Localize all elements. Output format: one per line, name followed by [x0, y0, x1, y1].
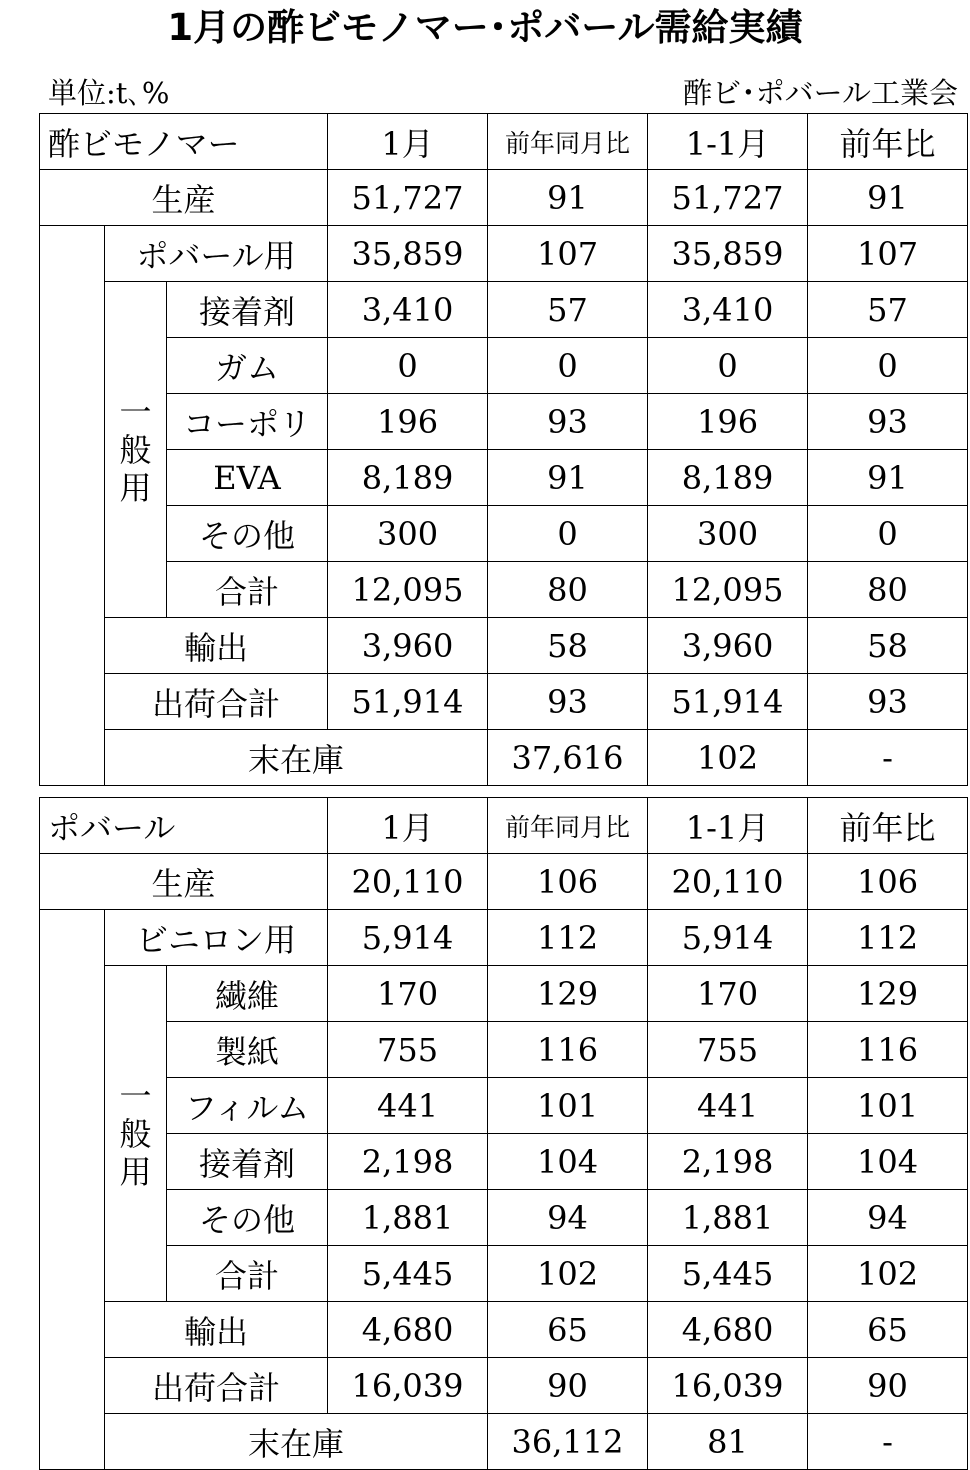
table-cell: 51,914 — [328, 674, 488, 730]
table-row — [40, 394, 968, 450]
table-cell: 0 — [488, 506, 648, 562]
table-cell: 3,960 — [328, 618, 488, 674]
table-row — [40, 1134, 968, 1190]
table-row — [40, 1414, 968, 1470]
table-cell: 106 — [488, 854, 648, 910]
row-label: 輸出 — [105, 618, 328, 674]
table-header-cell: 前年同月比 — [488, 798, 648, 854]
table-row — [40, 966, 968, 1022]
table-cell: 93 — [488, 394, 648, 450]
table-cell: 1,881 — [648, 1190, 808, 1246]
general-use-group-label — [105, 282, 167, 618]
table-row — [40, 338, 968, 394]
table-cell: 0 — [328, 338, 488, 394]
table-cell: 3,960 — [648, 618, 808, 674]
table-cell: 90 — [808, 1358, 968, 1414]
table-cell: 300 — [328, 506, 488, 562]
group-char: 用 — [119, 1152, 152, 1191]
table-row — [40, 170, 968, 226]
table-cell: 0 — [808, 506, 968, 562]
row-label: 出荷合計 — [105, 1358, 328, 1414]
table-row — [40, 506, 968, 562]
table-cell: 2,198 — [328, 1134, 488, 1190]
table-cell: 112 — [488, 910, 648, 966]
table-row — [40, 674, 968, 730]
table-cell: 102 — [648, 730, 808, 786]
group-char: 般 — [119, 1114, 152, 1153]
table-row — [40, 1190, 968, 1246]
row-label: ガム — [167, 338, 328, 394]
table-row — [40, 910, 968, 966]
table-cell: 36,112 — [488, 1414, 648, 1470]
vinyl-acetate-monomer-table — [39, 113, 968, 786]
group-char: 般 — [119, 430, 152, 469]
table-cell: 116 — [488, 1022, 648, 1078]
table-cell: 20,110 — [648, 854, 808, 910]
table-cell: 51,727 — [648, 170, 808, 226]
table-cell: 104 — [488, 1134, 648, 1190]
table-header-cell: 1-1月 — [648, 798, 808, 854]
row-label: 輸出 — [105, 1302, 328, 1358]
row-label: EVA — [167, 450, 328, 506]
table-row — [40, 1246, 968, 1302]
table-header-cell: 1月 — [328, 114, 488, 170]
row-label: 生産 — [40, 854, 328, 910]
table-cell: 3,410 — [328, 282, 488, 338]
table-cell: 104 — [808, 1134, 968, 1190]
table-cell: 65 — [488, 1302, 648, 1358]
table-cell: 5,914 — [648, 910, 808, 966]
table-cell: 93 — [488, 674, 648, 730]
table-cell: 0 — [808, 338, 968, 394]
table-cell: 196 — [328, 394, 488, 450]
row-label: コーポリ — [167, 394, 328, 450]
table-cell: 112 — [808, 910, 968, 966]
table-cell: 35,859 — [328, 226, 488, 282]
table-cell: 91 — [488, 170, 648, 226]
table-cell: 37,616 — [488, 730, 648, 786]
group-char: 一 — [119, 392, 152, 431]
table-cell: 5,445 — [328, 1246, 488, 1302]
table-row — [40, 730, 968, 786]
table-row — [40, 1358, 968, 1414]
table-cell: 57 — [488, 282, 648, 338]
table-cell: 129 — [488, 966, 648, 1022]
row-label: 末在庫 — [105, 730, 488, 786]
table-header-cell: 前年比 — [808, 798, 968, 854]
table-cell: 94 — [808, 1190, 968, 1246]
table-cell: 4,680 — [648, 1302, 808, 1358]
indent-cell — [40, 226, 105, 786]
table-cell: 4,680 — [328, 1302, 488, 1358]
table-row — [40, 282, 968, 338]
table-cell: 8,189 — [648, 450, 808, 506]
group-char: 用 — [119, 468, 152, 507]
table-cell: 116 — [808, 1022, 968, 1078]
table-cell: 102 — [488, 1246, 648, 1302]
table-cell: 101 — [488, 1078, 648, 1134]
unit-label: 単位:t､% — [48, 76, 170, 110]
table-cell: 0 — [488, 338, 648, 394]
row-label: 合計 — [167, 1246, 328, 1302]
table-cell: 91 — [808, 170, 968, 226]
group-char: 一 — [119, 1076, 152, 1115]
table-header-row — [40, 798, 968, 854]
table-header-cell: ポバール — [40, 798, 328, 854]
table-row — [40, 1078, 968, 1134]
table-cell: 93 — [808, 394, 968, 450]
table-cell: 5,914 — [328, 910, 488, 966]
table-header-cell: 1-1月 — [648, 114, 808, 170]
table-cell: 35,859 — [648, 226, 808, 282]
table-cell: 8,189 — [328, 450, 488, 506]
source-label: 酢ビ･ポバール工業会 — [683, 76, 958, 110]
table-cell: 0 — [648, 338, 808, 394]
row-label: 繊維 — [167, 966, 328, 1022]
row-label: 合計 — [167, 562, 328, 618]
table-cell: 196 — [648, 394, 808, 450]
table-cell: 81 — [648, 1414, 808, 1470]
row-label: ビニロン用 — [105, 910, 328, 966]
table-cell: 1,881 — [328, 1190, 488, 1246]
table-row — [40, 1022, 968, 1078]
table-cell: 441 — [648, 1078, 808, 1134]
table-header-cell: 酢ビモノマー — [40, 114, 328, 170]
table-cell: 129 — [808, 966, 968, 1022]
table-header-row — [40, 114, 968, 170]
table-row — [40, 854, 968, 910]
table-cell: 5,445 — [648, 1246, 808, 1302]
row-label: その他 — [167, 1190, 328, 1246]
table-cell: 106 — [808, 854, 968, 910]
table-cell: 12,095 — [328, 562, 488, 618]
table-cell: 170 — [328, 966, 488, 1022]
row-label: 末在庫 — [105, 1414, 488, 1470]
table-cell: 755 — [328, 1022, 488, 1078]
table-cell: 300 — [648, 506, 808, 562]
table-row — [40, 226, 968, 282]
row-label: フィルム — [167, 1078, 328, 1134]
table-cell: 16,039 — [328, 1358, 488, 1414]
table-cell: 20,110 — [328, 854, 488, 910]
row-label: 出荷合計 — [105, 674, 328, 730]
table-cell: 51,727 — [328, 170, 488, 226]
row-label: 接着剤 — [167, 1134, 328, 1190]
table-cell: 107 — [808, 226, 968, 282]
table-cell: 102 — [808, 1246, 968, 1302]
table-row — [40, 562, 968, 618]
table-cell: 51,914 — [648, 674, 808, 730]
table-cell: 65 — [808, 1302, 968, 1358]
table-row — [40, 450, 968, 506]
table-cell: - — [808, 730, 968, 786]
general-use-group-label — [105, 966, 167, 1302]
table-cell: 441 — [328, 1078, 488, 1134]
table-cell: 91 — [488, 450, 648, 506]
table-cell: 80 — [488, 562, 648, 618]
table-cell: 3,410 — [648, 282, 808, 338]
row-label: ポバール用 — [105, 226, 328, 282]
row-label: 接着剤 — [167, 282, 328, 338]
table-header-cell: 前年同月比 — [488, 114, 648, 170]
table-row — [40, 618, 968, 674]
row-label: 製紙 — [167, 1022, 328, 1078]
table-cell: 90 — [488, 1358, 648, 1414]
indent-cell — [40, 910, 105, 1470]
table-header-cell: 1月 — [328, 798, 488, 854]
table-cell: 16,039 — [648, 1358, 808, 1414]
table-cell: 58 — [488, 618, 648, 674]
table-cell: 80 — [808, 562, 968, 618]
table-cell: 57 — [808, 282, 968, 338]
table-cell: 91 — [808, 450, 968, 506]
table-cell: 93 — [808, 674, 968, 730]
table-row — [40, 1302, 968, 1358]
row-label: 生産 — [40, 170, 328, 226]
poval-table — [39, 797, 968, 1470]
page-title: 1月の酢ビモノマー･ポバール需給実績 — [167, 6, 803, 49]
table-cell: 58 — [808, 618, 968, 674]
table-cell: 12,095 — [648, 562, 808, 618]
table-cell: 170 — [648, 966, 808, 1022]
table-header-cell: 前年比 — [808, 114, 968, 170]
table-cell: 101 — [808, 1078, 968, 1134]
table-cell: - — [808, 1414, 968, 1470]
table-cell: 2,198 — [648, 1134, 808, 1190]
table-cell: 107 — [488, 226, 648, 282]
row-label: その他 — [167, 506, 328, 562]
table-cell: 755 — [648, 1022, 808, 1078]
table-cell: 94 — [488, 1190, 648, 1246]
